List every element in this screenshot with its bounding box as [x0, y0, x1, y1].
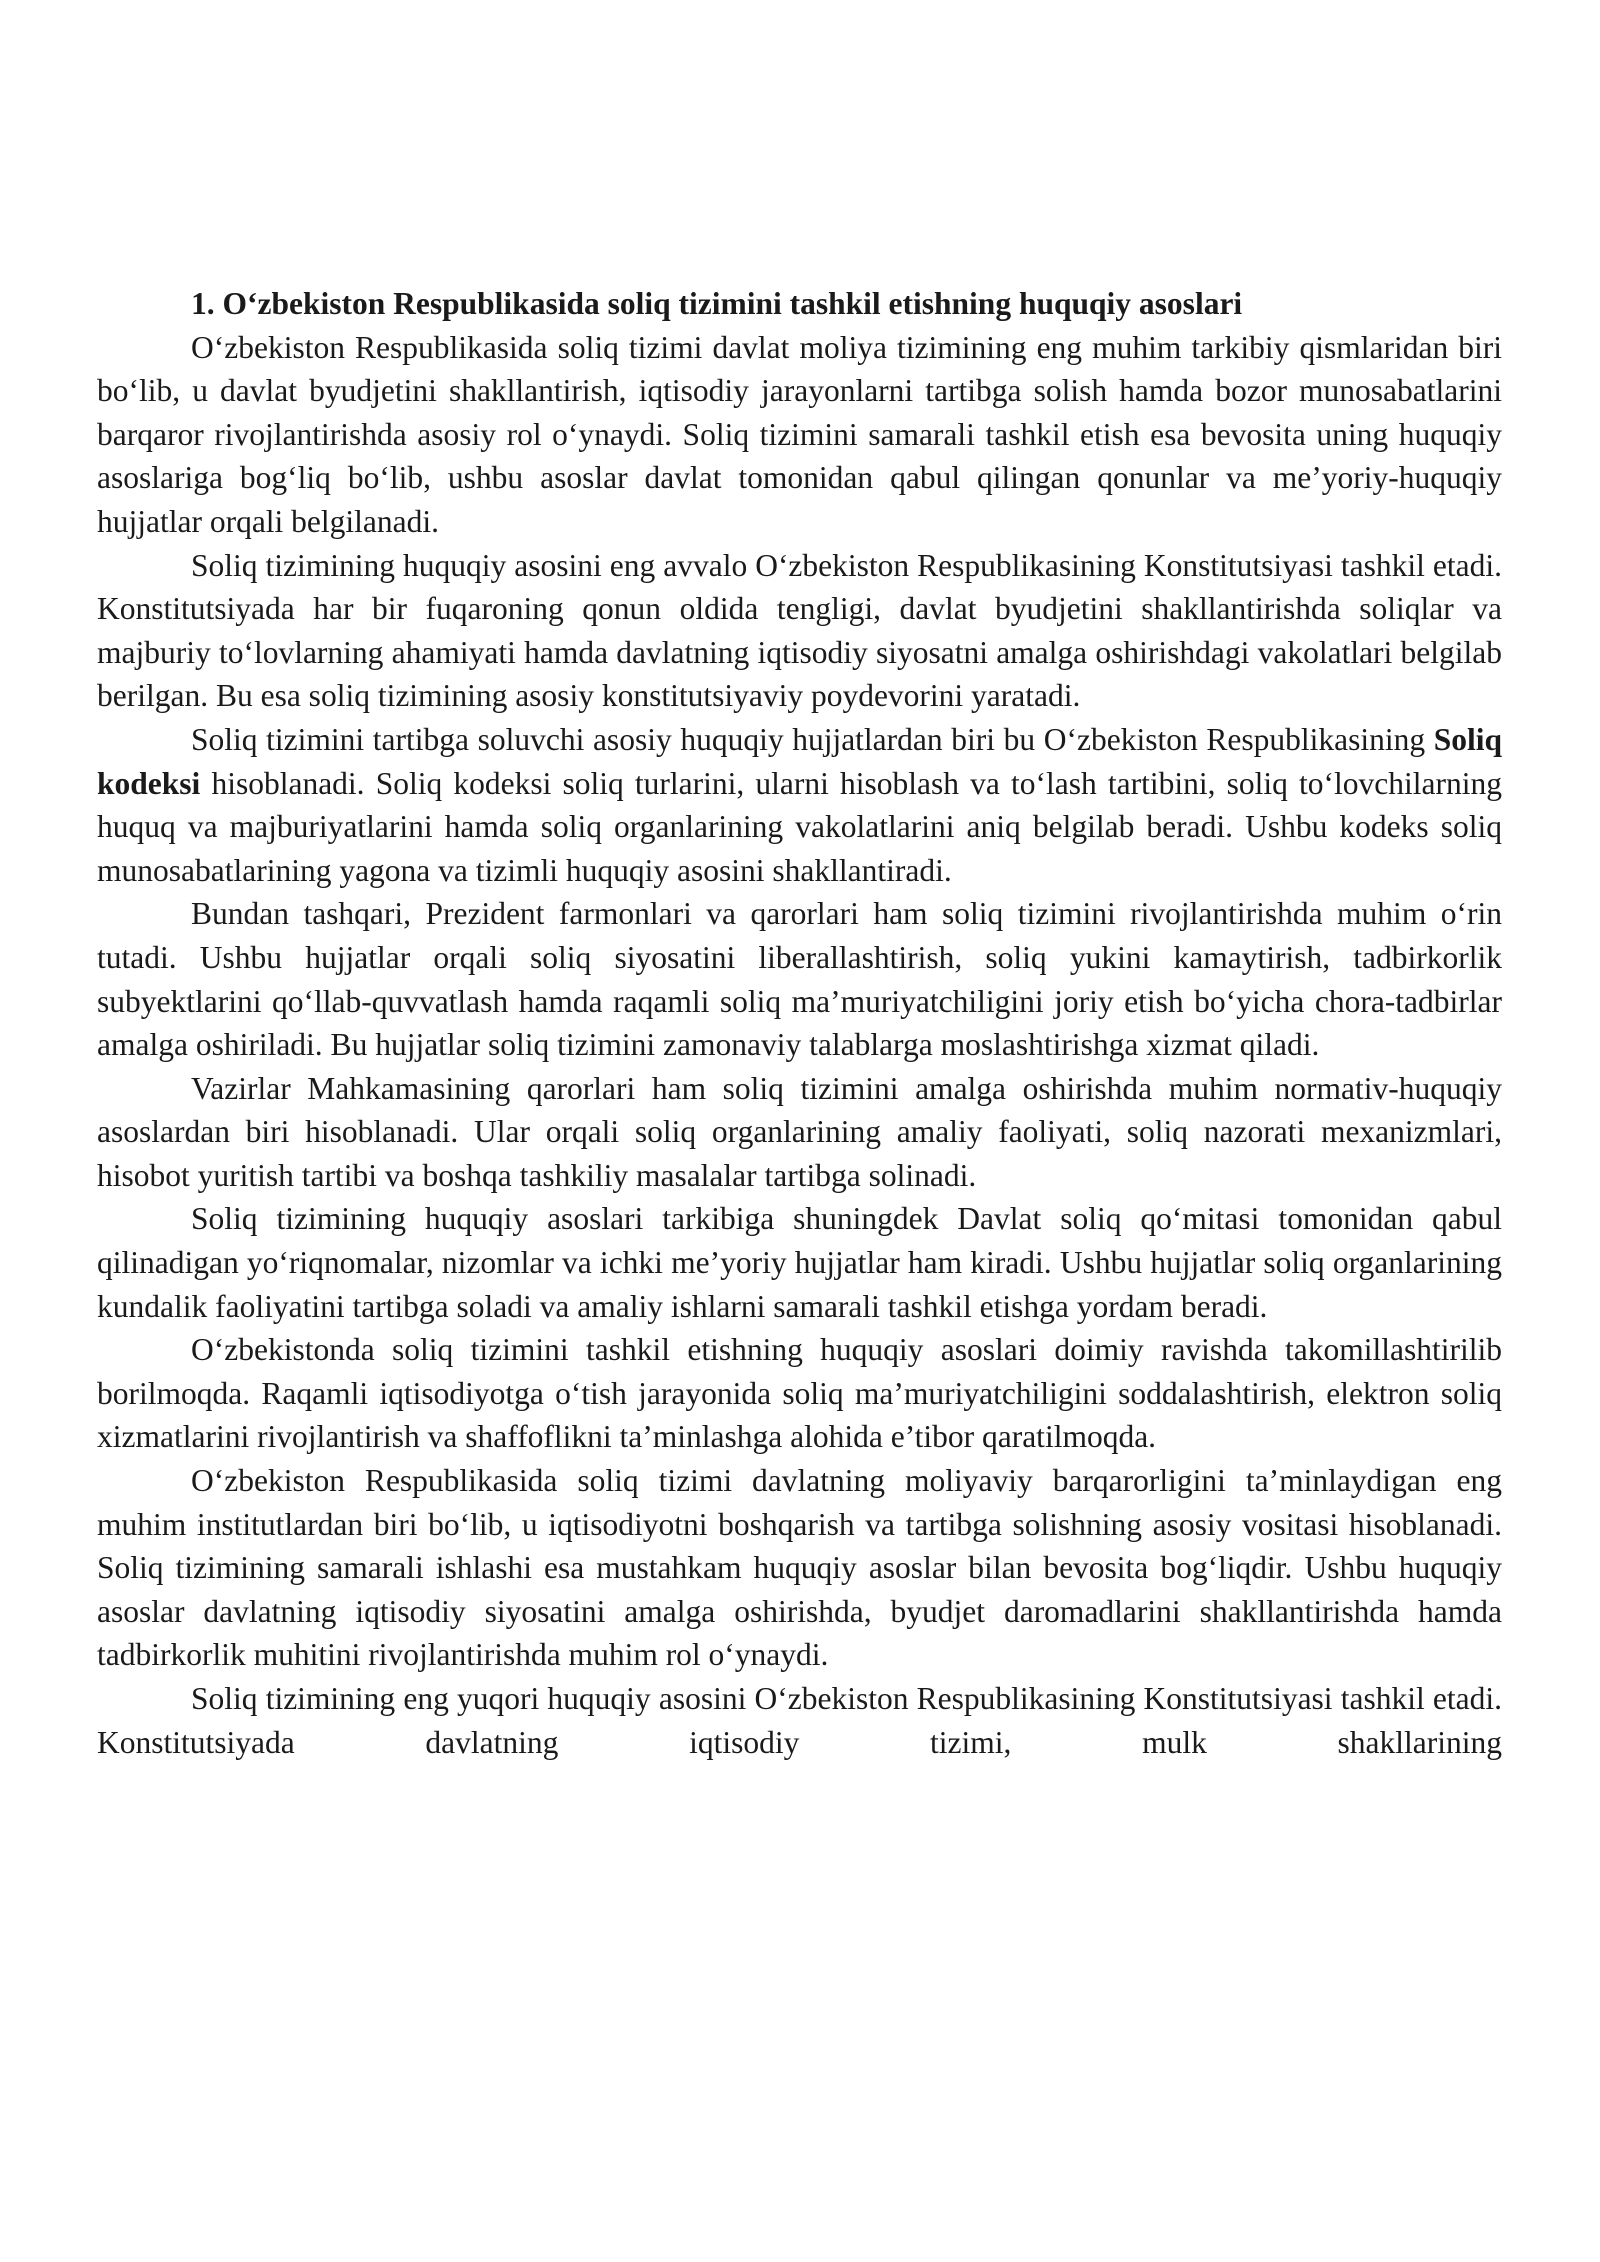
paragraph-9: Soliq tizimining eng yuqori huquqiy asosini O‘zbekiston Respublikasining Konstitutsiyasi tashkil etadi. Konstitutsiyada davlatning iqtisodiy tizimi, mulk shakllarining — [97, 1681, 1502, 1760]
document-body — [97, 282, 1502, 1764]
section-title: 1. O‘zbekiston Respublikasida soliq tizimini tashkil etishning huquqiy asoslari — [191, 286, 1243, 321]
paragraph-3-before: Soliq tizimini tartibga soluvchi asosiy huquqiy hujjatlardan biri bu O‘zbekiston Respublikasining — [191, 721, 1434, 757]
paragraph-1: O‘zbekiston Respublikasida soliq tizimi davlat moliya tizimining eng muhim tarkibiy qismlaridan biri bo‘lib, u davlat byudjetini shakllantirish, iqtisodiy jarayonlarni tartibga solish hamda bozor munosabatlarini barqaror rivojlantirishda asosiy rol o‘ynaydi. Soliq tizimini samarali tashkil etish esa bevosita uning huquqiy asoslariga bog‘liq bo‘lib, ushbu asoslar davlat tomonidan qabul qilingan qonunlar va me’yoriy-huquqiy hujjatlar orqali belgilanadi. — [97, 329, 1502, 539]
paragraph-6: Soliq tizimining huquqiy asoslari tarkibiga shuningdek Davlat soliq qo‘mitasi tomonidan qabul qilinadigan yo‘riqnomalar, nizomlar va ichki me’yoriy hujjatlar ham kiradi. Ushbu hujjatlar soliq organlarining kundalik faoliyatini tartibga soladi va amaliy ishlarni samarali tashkil etishga yordam beradi. — [97, 1201, 1502, 1324]
paragraph-3-after: hisoblanadi. Soliq kodeksi soliq turlarini, ularni hisoblash va to‘lash tartibini, soliq to‘lovchilarning huquq va majburiyatlarini hamda soliq organlarining vakolatlarini aniq belgilab beradi. Ushbu kodeks soliq munosabatlarining yagona va tizimli huquqiy asosini shakllantiradi. — [97, 765, 1502, 888]
paragraph-8: O‘zbekiston Respublikasida soliq tizimi davlatning moliyaviy barqarorligini ta’minlaydigan eng muhim institutlardan biri bo‘lib, u iqtisodiyotni boshqarish va tartibga solishning asosiy vositasi hisoblanadi. Soliq tizimining samarali ishlashi esa mustahkam huquqiy asoslar bilan bevosita bog‘liqdir. Ushbu huquqiy asoslar davlatning iqtisodiy siyosatini amalga oshirishda, byudjet daromadlarini shakllantirishda hamda tadbirkorlik muhitini rivojlantirishda muhim rol o‘ynaydi. — [97, 1463, 1502, 1673]
paragraph-2: Soliq tizimining huquqiy asosini eng avvalo O‘zbekiston Respublikasining Konstitutsiyasi tashkil etadi. Konstitutsiyada har bir fuqaroning qonun oldida tengligi, davlat byudjetini shakllantirishda soliqlar va majburiy to‘lovlarning ahamiyati hamda davlatning iqtisodiy siyosatni amalga oshirishdagi vakolatlari belgilab berilgan. Bu esa soliq tizimining asosiy konstitutsiyaviy poydevorini yaratadi. — [97, 547, 1502, 714]
tax-code-bold: Soliq kodeksi — [97, 721, 1502, 801]
paragraph-5: Vazirlar Mahkamasining qarorlari ham soliq tizimini amalga oshirishda muhim normativ-huquqiy asoslardan biri hisoblanadi. Ular orqali soliq organlarining amaliy faoliyati, soliq nazorati mexanizmlari, hisobot yuritish tartibi va boshqa tashkiliy masalalar tartibga solinadi. — [97, 1070, 1502, 1193]
paragraph-7: O‘zbekistonda soliq tizimini tashkil etishning huquqiy asoslari doimiy ravishda takomillashtirilib borilmoqda. Raqamli iqtisodiyotga o‘tish jarayonida soliq ma’muriyatchiligini soddalashtirish, elektron soliq xizmatlarini rivojlantirish va shaffoflikni ta’minlashga alohida e’tibor qaratilmoqda. — [97, 1332, 1502, 1455]
paragraph-3 — [97, 718, 1502, 892]
paragraph-4: Bundan tashqari, Prezident farmonlari va qarorlari ham soliq tizimini rivojlantirishda muhim o‘rin tutadi. Ushbu hujjatlar orqali soliq siyosatini liberallashtirish, soliq yukini kamaytirish, tadbirkorlik subyektlarini qo‘llab-quvvatlash hamda raqamli soliq ma’muriyatchiligini joriy etish bo‘yicha chora-tadbirlar amalga oshiriladi. Bu hujjatlar soliq tizimini zamonaviy talablarga moslashtirishga xizmat qiladi. — [97, 896, 1502, 1063]
